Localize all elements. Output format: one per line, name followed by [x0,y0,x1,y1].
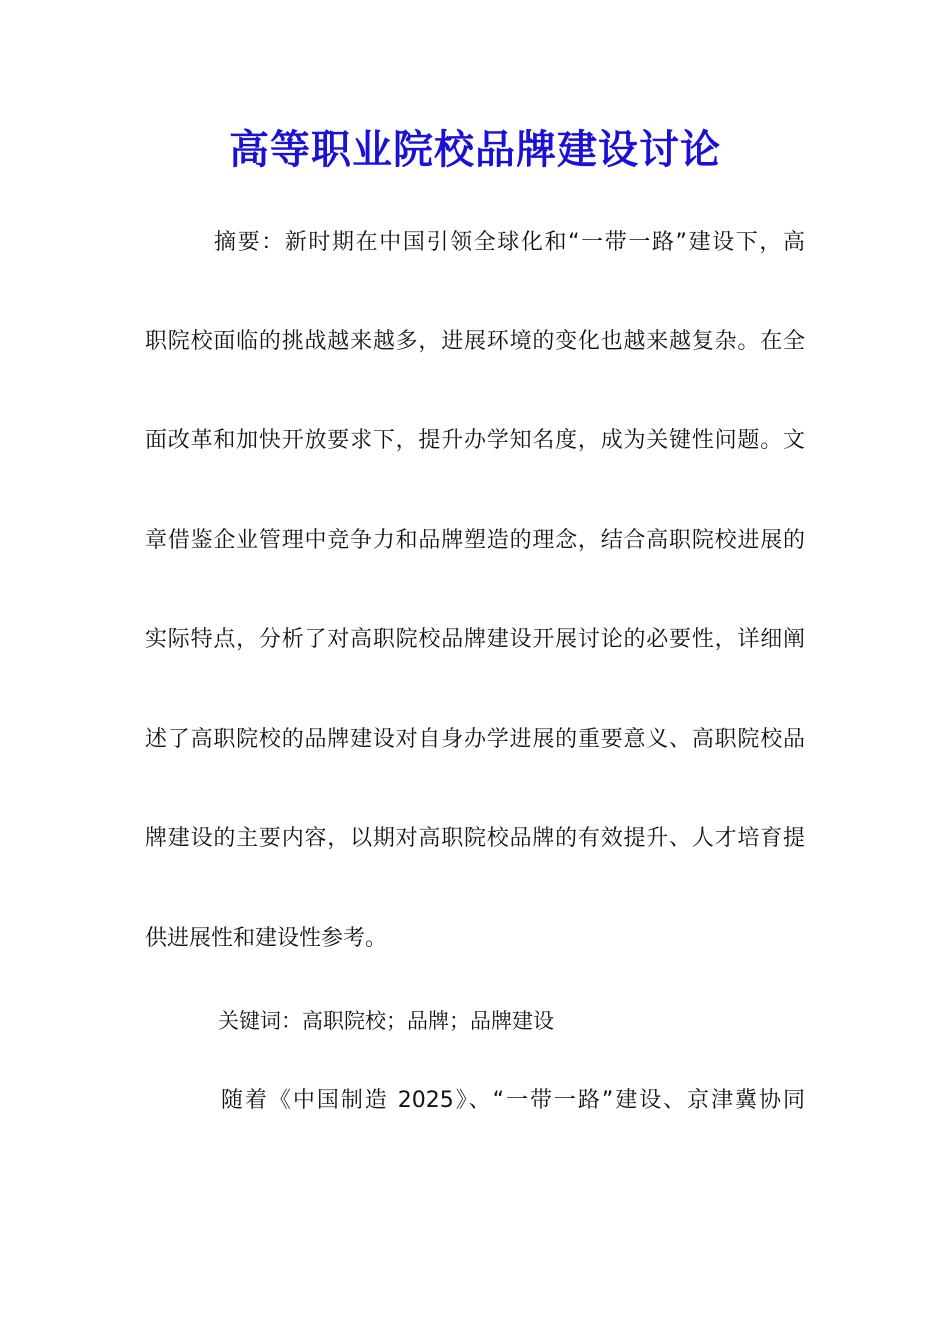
abstract-line-2: 职院校面临的挑战越来越多，进展环境的变化也越来越复杂。在全 [145,329,805,354]
abstract-line-8: 供进展性和建设性参考。 [145,926,388,951]
keywords-line: 关键词：高职院校；品牌；品牌建设 [218,1009,554,1033]
abstract-line-4: 章借鉴企业管理中竞争力和品牌塑造的理念，结合高职院校进展的 [145,528,805,553]
abstract-line-3: 面改革和加快开放要求下，提升办学知名度，成为关键性问题。文 [145,428,805,453]
abstract-line-1: 摘要：新时期在中国引领全球化和“一带一路”建设下，高 [214,230,805,255]
document-title: 高等职业院校品牌建设讨论 [229,126,721,173]
abstract-line-5: 实际特点，分析了对高职院校品牌建设开展讨论的必要性，详细阐 [145,627,805,652]
abstract-line-6: 述了高职院校的品牌建设对自身办学进展的重要意义、高职院校品 [145,727,805,752]
abstract-line-7: 牌建设的主要内容，以期对高职院校品牌的有效提升、人才培育提 [145,826,805,851]
body-paragraph-line-1: 随着《中国制造 2025》、“一带一路”建设、京津冀协同 [221,1088,805,1113]
